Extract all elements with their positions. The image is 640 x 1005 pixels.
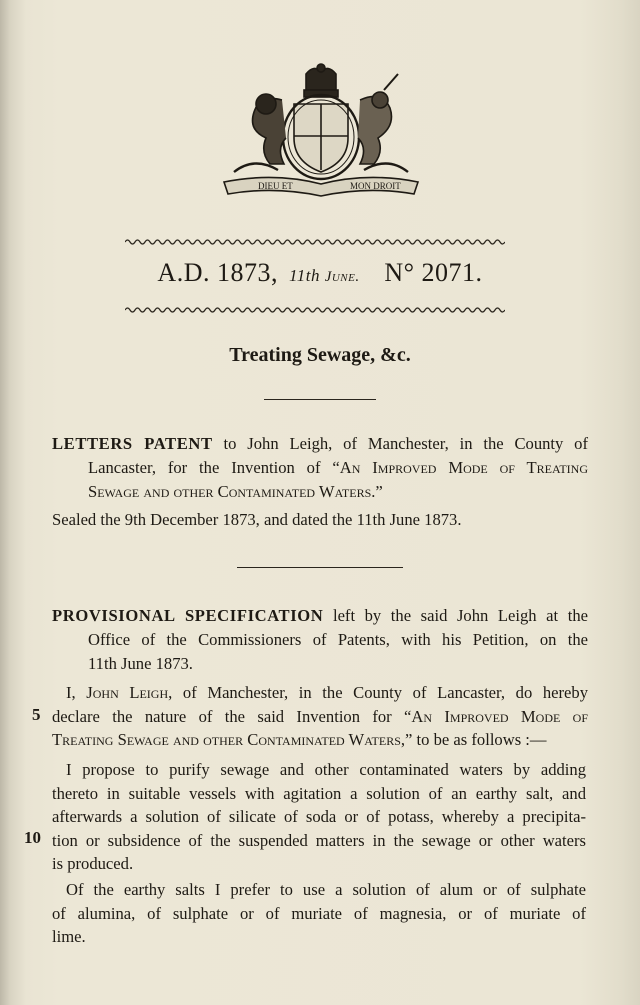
document-title: Treating Sewage, &c. xyxy=(229,344,411,366)
body2-line-1: Of the earthy salts I prefer to use a solution of alum or of sulphate xyxy=(66,880,586,899)
body-paragraph-1 xyxy=(52,758,586,876)
letters-patent-paragraph xyxy=(52,432,588,456)
body1-line-2: thereto in suitable vessels with agitation a solution of an earthy salt, and xyxy=(52,783,586,803)
sealed-paragraph xyxy=(52,508,592,532)
declaration-line-1: I, John Leigh, of Manchester, in the County of Lancaster, do hereby xyxy=(66,683,588,702)
body2-line-2: of alumina, of sulphate or of muriate of magnesia, or of muriate of xyxy=(52,903,586,923)
letters-patent-line-1: LETTERS PATENT to John Leigh, of Manchester, in the County of xyxy=(52,434,589,453)
declaration-line-3: Treating Sewage and other Contaminated Waters,” to be as follows :— xyxy=(52,730,547,749)
provisional-line-2: Office of the Commissioners of Patents, with his Petition, on the xyxy=(88,630,588,649)
body1-line-5: is produced. xyxy=(52,854,134,873)
body1-line-3: afterwards a solution of silicate of soda or of potass, whereby a precipita- xyxy=(52,807,586,826)
motto-right: MON DROIT xyxy=(350,181,401,191)
divider-rule xyxy=(264,399,376,400)
ornamental-rule-bottom xyxy=(125,306,505,314)
body1-line-4: tion or subsidence of the suspended matters in the sewage or other waters xyxy=(52,830,586,850)
heading-date-month: June. xyxy=(324,269,360,285)
royal-coat-of-arms-icon xyxy=(214,60,428,198)
heading-patent-number: N° 2071. xyxy=(384,258,483,287)
declaration-paragraph xyxy=(52,681,588,752)
body2-line-3: lime. xyxy=(52,927,86,946)
provisional-paragraph xyxy=(52,604,588,628)
heading-date xyxy=(289,266,364,285)
margin-line-number-10: 10 xyxy=(24,828,41,847)
divider-rule-2 xyxy=(237,567,403,568)
ornamental-rule-top xyxy=(125,238,505,246)
provisional-line-1: PROVISIONAL SPECIFICATION left by the said John Leigh at the xyxy=(52,606,588,625)
sealed-line: Sealed the 9th December 1873, and dated the 11th June 1873. xyxy=(52,510,462,529)
motto-left: DIEU ET xyxy=(258,181,293,191)
letters-patent-line-3: Sewage and other Contaminated Waters.” xyxy=(88,481,383,501)
heading-date-day: 11th xyxy=(288,266,320,285)
provisional-continuation xyxy=(88,628,588,675)
letters-patent-continuation xyxy=(88,456,588,503)
body-paragraph-2 xyxy=(52,878,586,949)
heading-ad-year: A.D. 1873, xyxy=(157,258,278,287)
patent-heading xyxy=(0,258,640,288)
margin-line-number-5: 5 xyxy=(32,705,41,724)
letters-patent-line-2: Lancaster, for the Invention of “An Improved Mode of Treating xyxy=(88,458,588,477)
provisional-line-3: 11th June 1873. xyxy=(88,653,193,673)
declaration-line-2: declare the nature of the said Invention for “An Improved Mode of xyxy=(52,706,589,726)
body1-line-1: I propose to purify sewage and other contaminated waters by adding xyxy=(66,760,586,779)
